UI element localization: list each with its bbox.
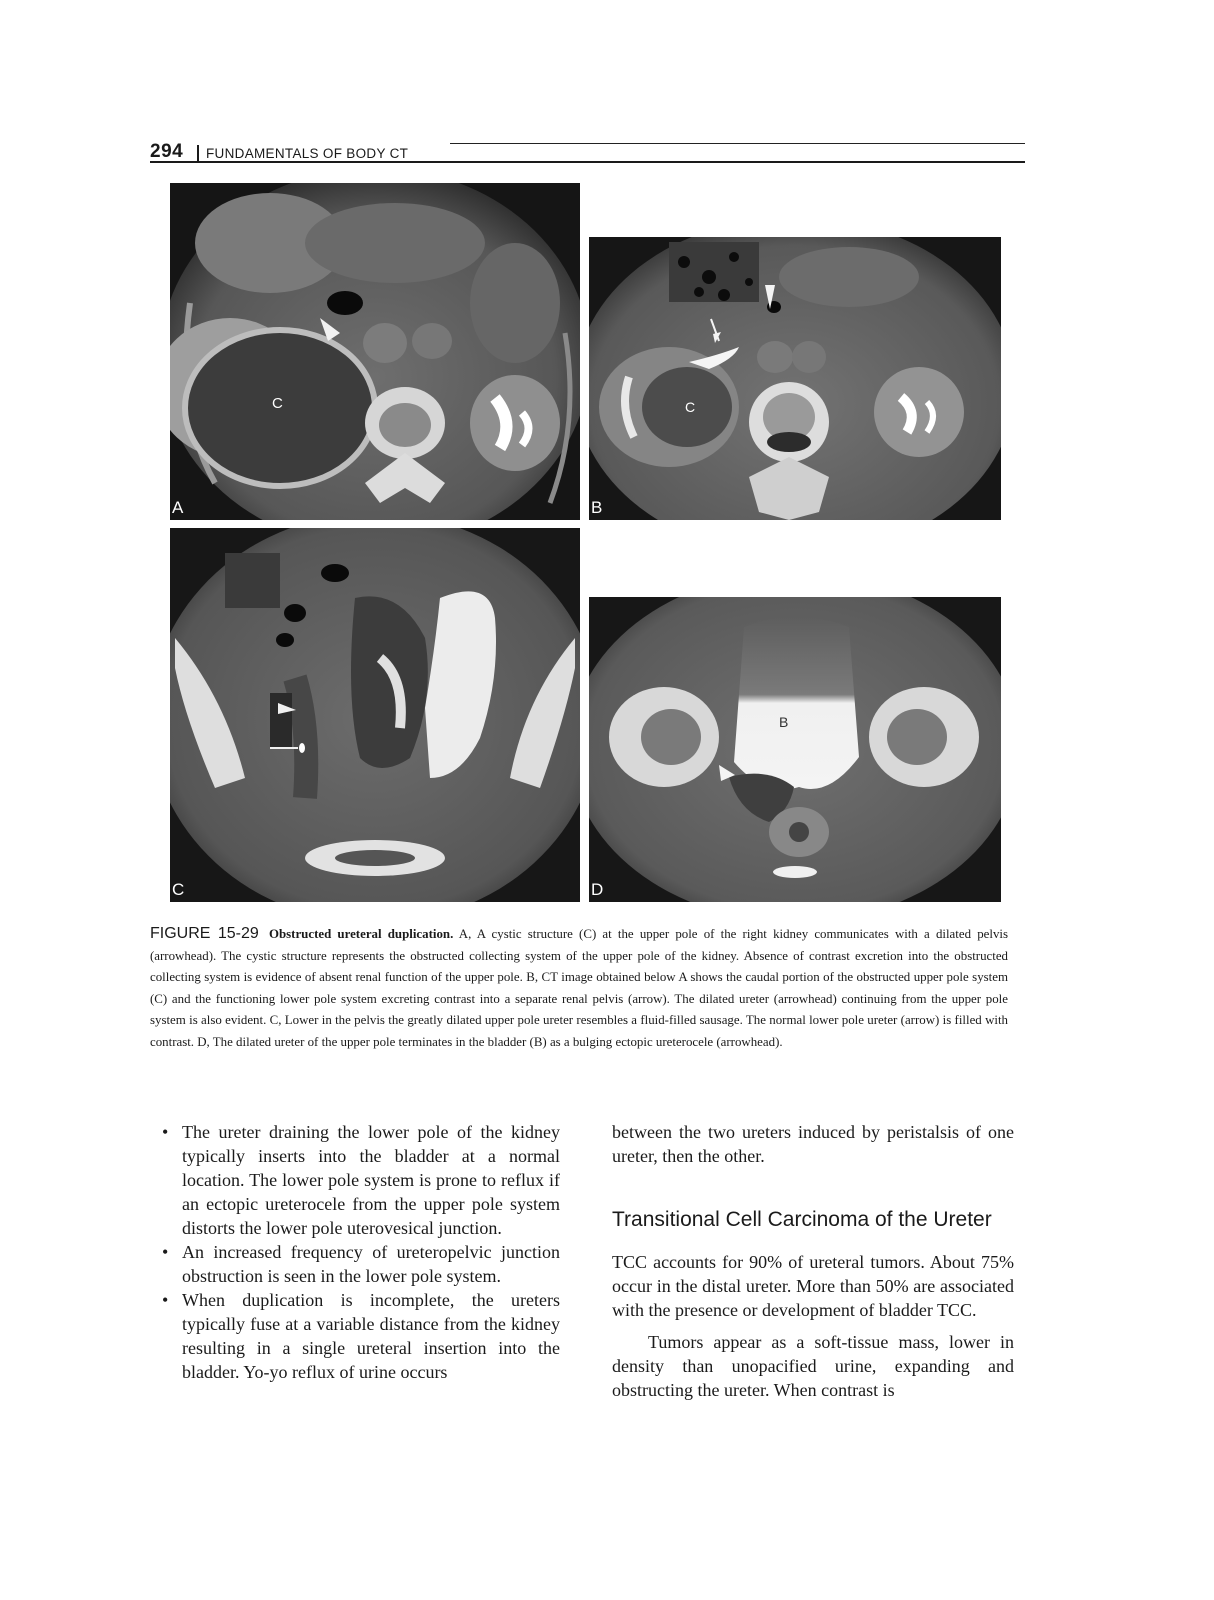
right-column — [612, 1120, 1014, 1402]
continued-text: between the two ureters induced by peristalsis of one ureter, then the other. — [612, 1122, 1014, 1166]
panel-c-letter: C — [172, 880, 185, 899]
figure-panel-a — [170, 183, 580, 520]
bullet-item: • The ureter draining the lower pole of the kidney typically inserts into the bladder at a normal location. The lower pole system is prone to reflux if an ectopic ureterocele from the upper pole system distorts the lower pole uterovesical junction. — [150, 1120, 560, 1240]
ct-image-d — [589, 597, 1001, 902]
ct-image-a — [170, 183, 580, 520]
left-column — [150, 1120, 560, 1384]
book-title: FUNDAMENTALS OF BODY CT — [206, 146, 409, 161]
bullet-item: • When duplication is incomplete, the ureters typically fuse at a variable distance from the kidney resulting in a single ureteral insertion into the bladder. Yo-yo reflux of urine occurs — [150, 1288, 560, 1384]
figure-label: FIGURE 15-29 — [150, 925, 259, 942]
ct-image-b — [589, 237, 1001, 520]
paragraph: TCC accounts for 90% of ureteral tumors. About 75% occur in the distal ureter. More than 50% are associated with the presence or development of bladder TCC. — [612, 1252, 1014, 1320]
paragraph: Tumors appear as a soft-tissue mass, lower in density than unopacified urine, expanding and obstructing the ureter. When contrast is — [612, 1332, 1014, 1400]
running-header — [150, 141, 1025, 163]
header-separator — [197, 145, 199, 161]
figure-caption-text: A, A cystic structure (C) at the upper pole of the right kidney communicates with a dilated pelvis (arrowhead). The cystic structure represents the obstructed collecting system of the upper pole of the kidney. Absence of contrast excretion into the obstructed collecting system is evidence of absent renal function of the upper pole. B, CT image obtained below A shows the caudal portion of the obstructed upper pole system (C) and the functioning lower pole system excreting contrast into a separate renal pelvis (arrow). The dilated ureter (arrowhead) continuing from the upper pole system is also evident. C, Lower in the pelvis the greatly dilated upper pole ureter resembles a fluid-filled sausage. The normal lower pole ureter (arrow) is filled with contrast. D, The dilated ureter of the upper pole terminates in the bladder (B) as a bulging ectopic ureterocele (arrowhead). — [150, 927, 1008, 1049]
ct-image-c — [170, 528, 580, 902]
header-rule-top — [450, 143, 1025, 144]
figure-title: Obstructed ureteral duplication. — [268, 927, 454, 941]
bullet-list — [150, 1120, 560, 1384]
header-rule — [150, 161, 1025, 163]
panel-d-label-b: B — [779, 714, 789, 730]
panel-b-label-c: C — [685, 399, 696, 415]
figure-panel-b — [589, 237, 1001, 520]
panel-b-letter: B — [591, 498, 603, 517]
page-number: 294 — [150, 141, 184, 162]
panel-a-label-c: C — [272, 395, 283, 412]
figure-panel-c — [170, 528, 580, 902]
figure-caption — [150, 923, 1008, 1054]
section-heading: Transitional Cell Carcinoma of the Ureter — [612, 1208, 992, 1231]
bullet-item: • An increased frequency of ureteropelvic junction obstruction is seen in the lower pole system. — [150, 1240, 560, 1288]
figure-panel-d — [589, 597, 1001, 902]
panel-a-letter: A — [172, 498, 184, 517]
panel-d-letter: D — [591, 880, 604, 899]
